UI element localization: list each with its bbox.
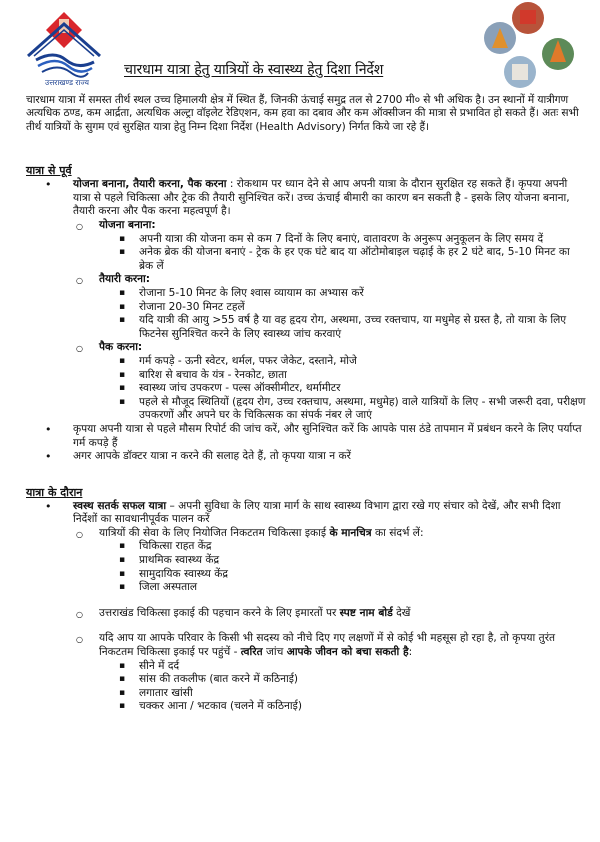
list-item: ▪ अनेक ब्रेक की योजना बनाएं - ट्रेक के हर एक घंटे बाद या ऑटोमोबाइल चढ़ाई के हर 2 घंटे बाद, 5-10 मिनट का ब्रेक लें (99, 246, 586, 273)
bold-text: स्पष्ट नाम बोर्ड (339, 606, 393, 619)
during-travel-list (26, 500, 586, 714)
sub-list (73, 219, 586, 423)
list-item: ▪ लगातार खांसी (99, 687, 586, 701)
list-item (26, 178, 586, 423)
text: देखें (392, 606, 411, 619)
page-title: चारधाम यात्रा हेतु यात्रियों के स्वास्थ्य हेतु दिशा निर्देश (124, 62, 384, 78)
list-item: ▪ प्राथमिक स्वास्थ्य केंद्र (99, 554, 586, 568)
sub-item-label: योजना बनाना: (99, 219, 156, 231)
sub-item-symptoms (73, 632, 586, 714)
sub-item-name-board (73, 607, 586, 621)
sub-list (73, 527, 586, 714)
list-item: ▪ सीने में दर्द (99, 660, 586, 674)
preparing-list (99, 287, 586, 341)
item-text: : रोकथाम पर ध्यान देने से आप अपनी यात्रा के दौरान सुरक्षित रह सकते हैं। कृपया अपनी यात्रा से पहले चिकित्सा और ट्रेक की तैयारी सुनिश्चित करें। उच्च ऊंचाई बीमारी का कारण बन सकती है - इसके लिए योजना बनाना, तैयारी करना और पैक करना महत्वपूर्ण है। (73, 178, 570, 218)
sub-item-packing (73, 341, 586, 423)
list-item: ▪ सांस की तकलीफ (बात करने में कठिनाई) (99, 673, 586, 687)
medical-units-list (99, 540, 586, 594)
list-item: ▪ रोजाना 5-10 मिनट के लिए श्वास व्यायाम का अभ्यास करें (99, 287, 586, 301)
list-item: ▪ चिकित्सा राहत केंद्र (99, 540, 586, 554)
uttarakhand-emblem-icon (24, 10, 104, 90)
symptoms-list (99, 660, 586, 714)
item-text: – अपनी सुविधा के लिए यात्रा मार्ग के साथ स्वास्थ्य विभाग द्वारा रखे गए संचार को देखें, और सभी दिशा निर्देशों का सावधानीपूर्वक पालन करें (73, 499, 561, 526)
list-item: ▪ सामुदायिक स्वास्थ्य केंद्र (99, 568, 586, 582)
sub-item-map-reference (73, 527, 586, 595)
packing-list (99, 355, 586, 423)
list-item: ▪ गर्म कपड़े - ऊनी स्वेटर, थर्मल, पफर जेकेट, दस्ताने, मोजे (99, 355, 586, 369)
item-bold-label: योजना बनाना, तैयारी करना, पैक करना (73, 178, 227, 191)
before-travel-list (26, 178, 586, 463)
list-item: ▪ रोजाना 20-30 मिनट टहलें (99, 301, 586, 315)
list-item: • अगर आपके डॉक्टर यात्रा न करने की सलाह देते हैं, तो कृपया यात्रा न करें (26, 450, 586, 464)
text: जांच (262, 646, 287, 659)
sub-item-label: तैयारी करना: (99, 273, 151, 286)
list-item: ▪ चक्कर आना / भटकाव (चलने में कठिनाई) (99, 700, 586, 714)
sub-item-label: पैक करना: (99, 341, 143, 354)
sub-item-planning (73, 219, 586, 273)
planning-list (99, 233, 586, 274)
list-item: ▪ स्वास्थ्य जांच उपकरण - पल्स ऑक्सीमीटर, थर्मामीटर (99, 382, 586, 396)
section-heading-before-travel: यात्रा से पूर्व (26, 164, 72, 178)
bold-text: के मानचित्र (329, 526, 372, 539)
sub-item-preparing (73, 273, 586, 341)
text: : (408, 646, 413, 659)
bold-text: त्वरित (240, 646, 263, 659)
state-name-caption: उत्तराखण्ड राज्य (44, 78, 90, 87)
list-item: ▪ बारिश से बचाव के यंत्र - रेनकोट, छाता (99, 369, 586, 383)
text: यात्रियों की सेवा के लिए नियोजित निकटतम चिकित्सा इकाई (99, 526, 330, 539)
intro-paragraph: चारधाम यात्रा में समस्त तीर्थ स्थल उच्च हिमालयी क्षेत्र में स्थित हैं, जिनकी ऊंचाई समुद्र तल से 2700 मी० से भी अधिक है। उन स्थानों में यात्रीगण अत्यधिक ठण्ड, कम आर्द्रता, अत्यधिक अल्ट्रा वॉइलेट रेडिएशन, कम हवा का दबाव और कम ऑक्सीजन की मात्रा से प्रभावित हो सकते हैं। अतः सभी तीर्थ यात्रियों के सुगम एवं सुरक्षित यात्रा हेतु निम्न दिशा निर्देश (Health Advisory) निर्गत किये जा रहे हैं। (26, 94, 579, 133)
text: उत्तराखंड चिकित्सा इकाई की पहचान करने के लिए इमारतों पर (99, 606, 340, 619)
item-bold-label: स्वस्थ सतर्क सफल यात्रा (73, 499, 167, 512)
section-heading-during-travel: यात्रा के दौरान (26, 485, 83, 499)
bold-text: आपके जीवन को बचा सकती है (286, 646, 409, 659)
list-item (26, 500, 586, 714)
list-item: ▪ पहले से मौजूद स्थितियों (हृदय रोग, उच्च रक्तचाप, अस्थमा, मधुमेह) वाले यात्रियों के लिए - सभी जरूरी दवा, परीक्षण उपकरणों और अपने घर के चिकित्सक का संपर्क नंबर ले जाएं (99, 396, 586, 423)
list-item: ▪ यदि यात्री की आयु >55 वर्ष है या वह हृदय रोग, अस्थमा, उच्च रक्तचाप, या मधुमेह से ग्रस्त है, तो यात्रा के लिए फिटनेस सुनिश्चित करने के लिए स्वास्थ्य जांच करवाएं (99, 314, 586, 341)
list-item: ▪ अपनी यात्रा की योजना कम से कम 7 दिनों के लिए बनाएं, वातावरण के अनुरूप अनुकूलन के लिए समय दें (99, 233, 586, 247)
text: यदि आप या आपके परिवार के किसी भी सदस्य को नीचे दिए गए लक्षणों में से कोई भी महसूस हो रहा है, तो कृपया तुरंत निकटतम चिकित्सा इकाई पर पहुंचें - (99, 632, 556, 659)
list-item: • कृपया अपनी यात्रा से पहले मौसम रिपोर्ट की जांच करें, और सुनिश्चित करें कि आपके पास ठंडे तापमान में प्रबंधन करने के लिए पर्याप्त गर्म कपड़े हैं (26, 423, 586, 450)
chardham-temples-icon (478, 2, 593, 90)
list-item: ▪ जिला अस्पताल (99, 581, 586, 595)
text: का संदर्भ लें: (371, 526, 424, 539)
advisory-content (26, 94, 586, 714)
document-header (0, 0, 600, 92)
